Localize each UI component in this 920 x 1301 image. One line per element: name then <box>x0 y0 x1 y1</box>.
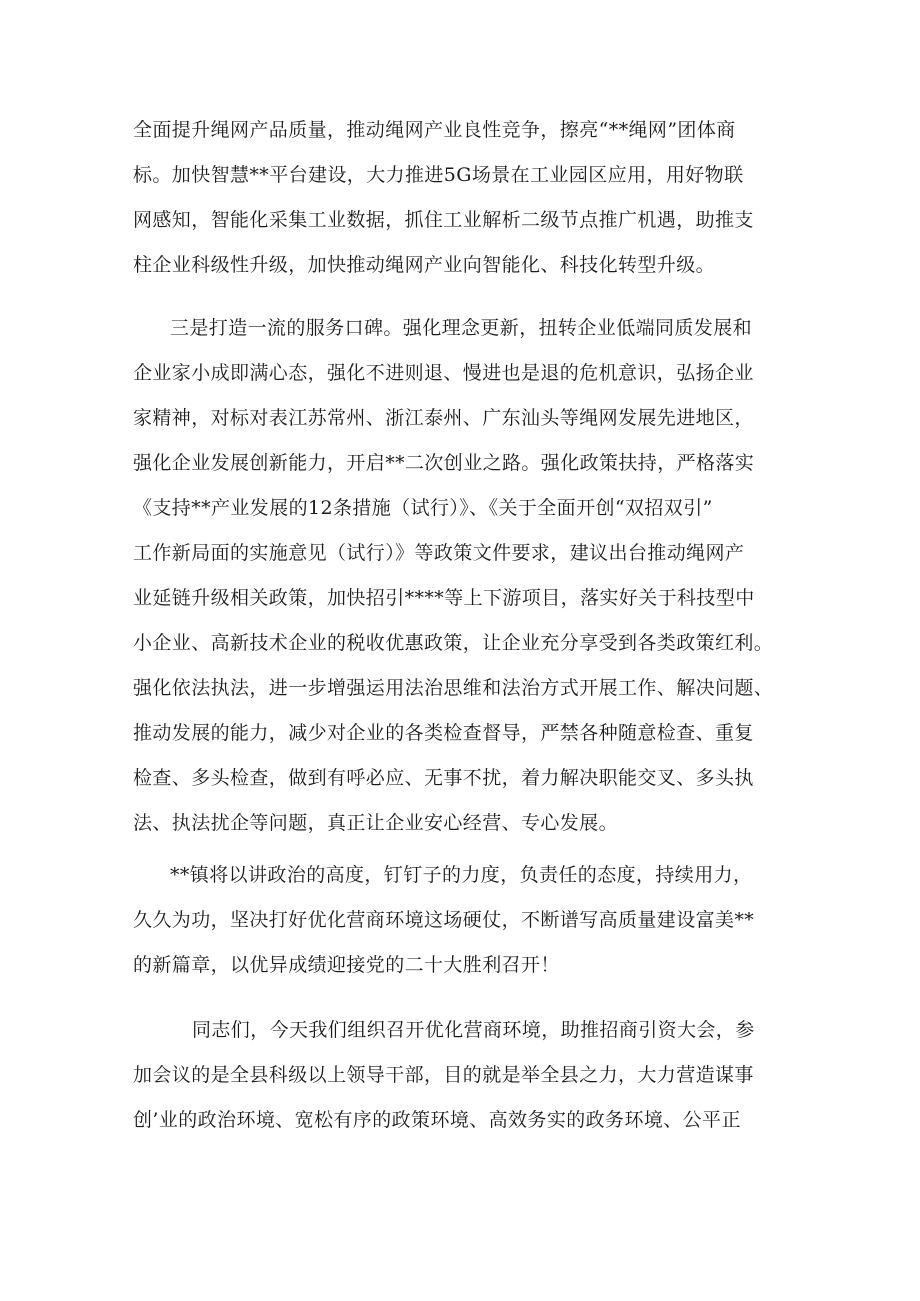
paragraph-1-line-1: 全面提升绳网产品质量，推动绳网产业良性竞争，擦亮“**绳网”团体商 <box>133 119 736 141</box>
paragraph-1-line-4: 柱企业科级性升级，加快推动绳网产业向智能化、科技化转型升级。 <box>133 254 716 276</box>
paragraph-3-line-2: 久久为功，坚决打好优化营商环境这场硬仗，不断谱写高质量建设富美** <box>133 909 755 931</box>
paragraph-3-line-3: 的新篇章，以优异成绩迎接党的二十大胜利召开！ <box>133 954 560 976</box>
paragraph-4-line-2: 加会议的是全县科级以上领导干部，目的就是举全县之力，大力营造谋事 <box>133 1064 754 1086</box>
paragraph-2-line-12: 法、执法扰企等问题，真正让企业安心经营、专心发展。 <box>133 812 619 834</box>
paragraph-2-line-9: 强化依法执法，进一步增强运用法治思维和法治方式开展工作、解决问题、 <box>133 677 774 699</box>
paragraph-2-line-5: 《支持**产业发展的12条措施（试行）》、《关于全面开创“双招双引” <box>133 497 713 519</box>
paragraph-2-line-6: 工作新局面的实施意见（试行）》等政策文件要求，建议出台推动绳网产 <box>133 542 745 564</box>
paragraph-4-line-1: 同志们，今天我们组织召开优化营商环境，助推招商引资大会，参 <box>192 1019 755 1041</box>
paragraph-2-line-2: 企业家小成即满心态，强化不进则退、慢进也是退的危机意识，弘扬企业 <box>133 362 754 384</box>
paragraph-2-line-11: 检查、多头检查，做到有呼必应、无事不扰，着力解决职能交叉、多头执 <box>133 767 754 789</box>
paragraph-2-line-8: 小企业、高新技术企业的税收优惠政策，让企业充分享受到各类政策红利。 <box>133 632 774 654</box>
paragraph-2-line-7: 业延链升级相关政策，加快招引****等上下游项目，落实好关于科技型中 <box>133 587 755 609</box>
paragraph-2-line-4: 强化企业发展创新能力，开启**二次创业之路。强化政策扶持，严格落实 <box>133 452 755 474</box>
paragraph-2-line-10: 推动发展的能力，减少对企业的各类检查督导，严禁各种随意检查、重复 <box>133 722 754 744</box>
paragraph-1-line-3: 网感知，智能化采集工业数据，抓住工业解析二级节点推广机遇，助推支 <box>133 209 754 231</box>
paragraph-3-line-1: **镇将以讲政治的高度，钉钉子的力度，负责任的态度，持续用力， <box>170 864 753 886</box>
paragraph-2-line-3: 家精神，对标对表江苏常州、浙江泰州、广东汕头等绳网发展先进地区， <box>133 407 754 429</box>
paragraph-4-line-3: 创’业的政治环境、宽松有序的政策环境、高效务实的政务环境、公平正 <box>133 1109 741 1131</box>
paragraph-1-line-2: 标。加快智慧**平台建设，大力推进5G场景在工业园区应用，用好物联 <box>133 164 744 186</box>
paragraph-2-line-1: 三是打造一流的服务口碑。强化理念更新，扭转企业低端同质发展和 <box>170 317 753 339</box>
